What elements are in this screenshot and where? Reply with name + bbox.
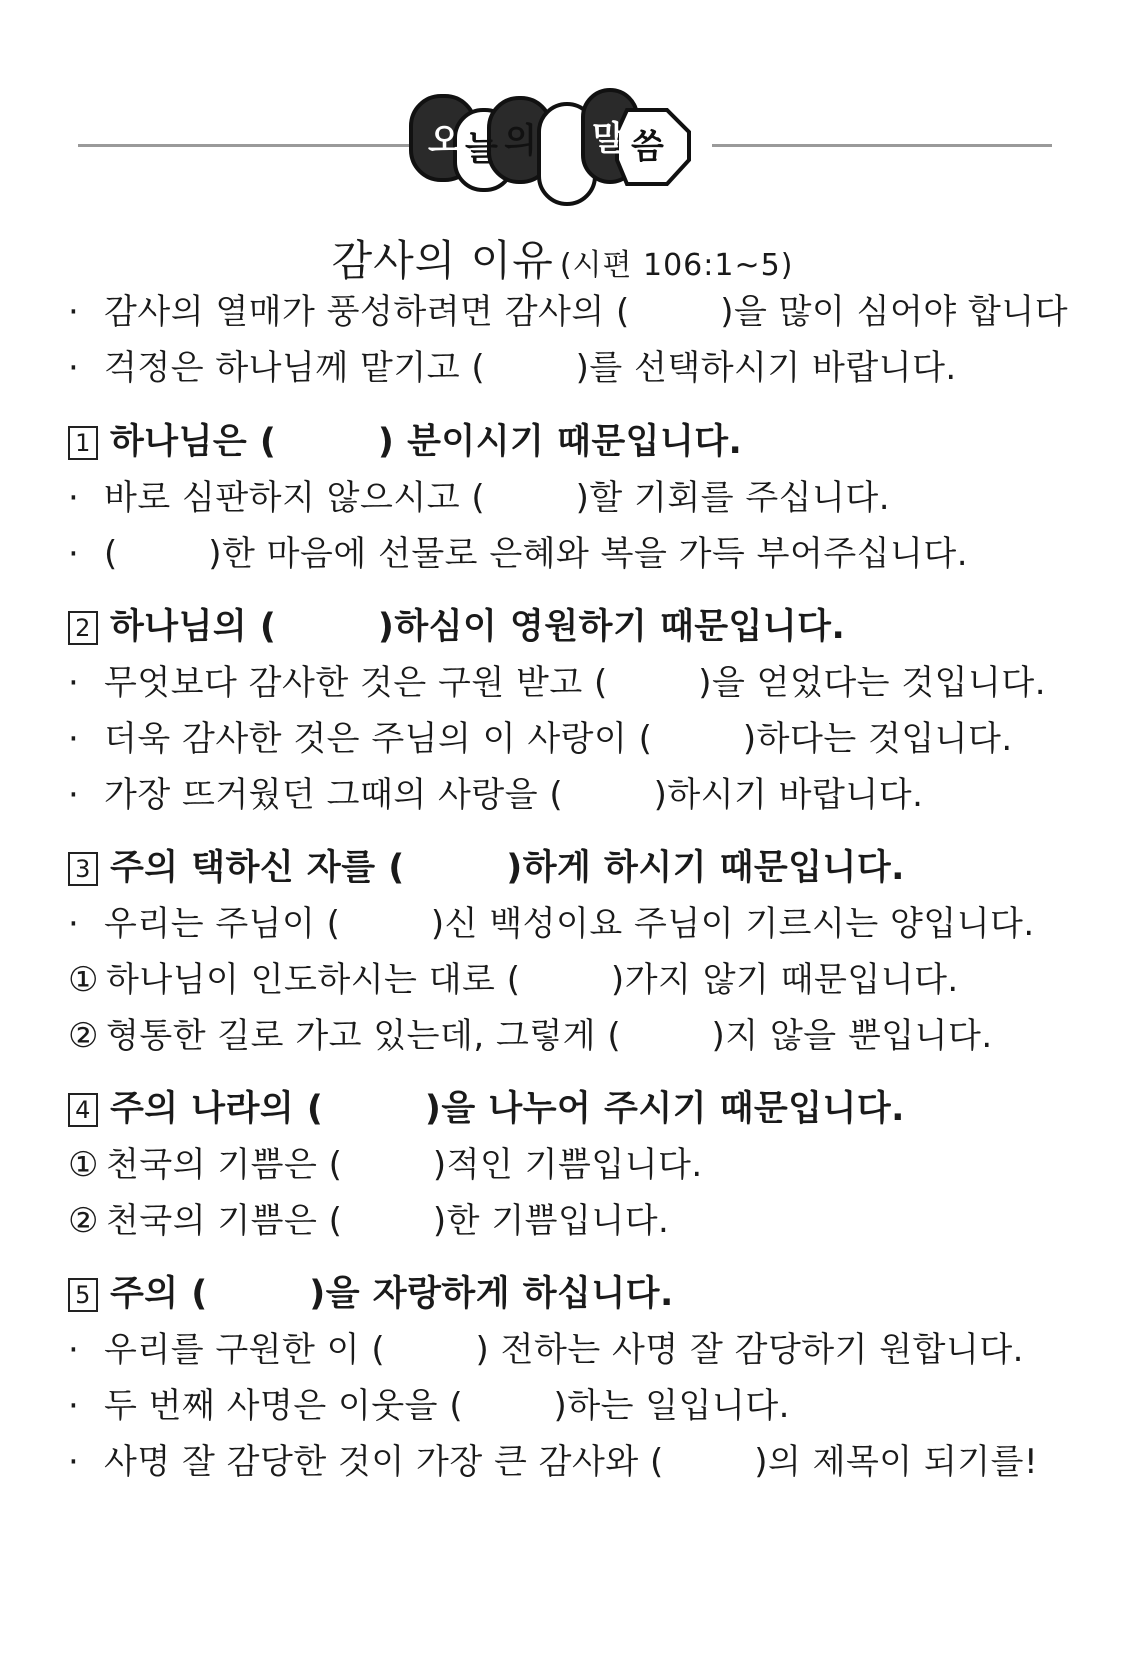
line-text: ( )한 마음에 선물로 은혜와 복을 가득 부어주십니다. — [104, 534, 969, 574]
bullet-dot: · — [68, 292, 80, 332]
bullet-line — [68, 476, 890, 520]
bullet-dot: · — [68, 719, 80, 759]
circled-number: ② — [68, 1016, 99, 1056]
banner-char-5: 씀 — [631, 127, 664, 167]
line-text: 형통한 길로 가고 있는데, 그렇게 ( )지 않을 뿐입니다. — [106, 1016, 993, 1056]
line-text: 천국의 기쁨은 ( )적인 기쁨입니다. — [106, 1145, 703, 1185]
section-heading-5 — [68, 1272, 674, 1316]
line-text: 감사의 열매가 풍성하려면 감사의 ( )을 많이 심어야 합니다 — [104, 292, 1069, 332]
line-text: 하나님이 인도하시는 대로 ( )가지 않기 때문입니다. — [106, 960, 959, 1000]
bullet-line — [68, 902, 1035, 946]
line-text: 두 번째 사명은 이웃을 ( )하는 일입니다. — [104, 1386, 790, 1426]
sermon-title — [0, 228, 1125, 288]
heading-text: 하나님은 ( ) 분이시기 때문입니다. — [110, 422, 743, 462]
line-text: 무엇보다 감사한 것은 구원 받고 ( )을 얻었다는 것입니다. — [104, 663, 1047, 703]
bullet-dot: · — [68, 348, 80, 388]
circled-number: ② — [68, 1201, 99, 1241]
circled-number: ① — [68, 960, 99, 1000]
bullet-line — [68, 773, 923, 817]
bullet-dot: · — [68, 1442, 80, 1482]
title-reference: (시편 106:1~5) — [559, 248, 794, 283]
bullet-line — [68, 661, 1046, 705]
line-text: 천국의 기쁨은 ( )한 기쁨입니다. — [106, 1201, 670, 1241]
bullet-line — [68, 290, 1068, 334]
line-text: 바로 심판하지 않으시고 ( )할 기회를 주십니다. — [104, 478, 891, 518]
bullet-line — [68, 1440, 1038, 1484]
bullet-dot: · — [68, 775, 80, 815]
section-number-box: 1 — [68, 426, 98, 460]
bullet-dot: · — [68, 1330, 80, 1370]
banner-char-2: 늘 — [465, 129, 498, 169]
header-rule-left — [78, 144, 430, 147]
banner-char-4: 말 — [592, 119, 625, 159]
bullet-dot: · — [68, 904, 80, 944]
line-text: 가장 뜨거웠던 그때의 사랑을 ( )하시기 바랍니다. — [104, 775, 924, 815]
banner-char-3: 의 — [504, 121, 537, 161]
bullet-line — [68, 717, 1013, 761]
bullet-line — [68, 1384, 790, 1428]
heading-text: 주의 ( )을 자랑하게 하십니다. — [110, 1274, 674, 1314]
section-heading-4 — [68, 1087, 905, 1131]
heading-text: 주의 택하신 자를 ( )하게 하시기 때문입니다. — [110, 848, 905, 888]
todays-word-banner — [405, 88, 735, 208]
heading-text: 주의 나라의 ( )을 나누어 주시기 때문입니다. — [110, 1089, 905, 1129]
line-text: 우리는 주님이 ( )신 백성이요 주님이 기르시는 양입니다. — [104, 904, 1035, 944]
numbered-line — [68, 1143, 703, 1187]
numbered-line — [68, 1014, 993, 1058]
bullet-dot: · — [68, 663, 80, 703]
header-rule-right — [712, 144, 1052, 147]
line-text: 우리를 구원한 이 ( ) 전하는 사명 잘 감당하기 원합니다. — [104, 1330, 1024, 1370]
section-number-box: 5 — [68, 1278, 98, 1312]
section-heading-3 — [68, 846, 905, 890]
circled-number: ① — [68, 1145, 99, 1185]
section-heading-2 — [68, 605, 845, 649]
section-number-box: 3 — [68, 852, 98, 886]
line-text: 걱정은 하나님께 맡기고 ( )를 선택하시기 바랍니다. — [104, 348, 957, 388]
banner-graphic — [405, 88, 735, 208]
section-heading-1 — [68, 420, 742, 464]
line-text: 사명 잘 감당한 것이 가장 큰 감사와 ( )의 제목이 되기를! — [104, 1442, 1039, 1482]
bullet-dot: · — [68, 534, 80, 574]
bullet-line — [68, 346, 957, 390]
bullet-dot: · — [68, 1386, 80, 1426]
line-text: 더욱 감사한 것은 주님의 이 사랑이 ( )하다는 것입니다. — [104, 719, 1013, 759]
heading-text: 하나님의 ( )하심이 영원하기 때문입니다. — [110, 607, 846, 647]
section-number-box: 4 — [68, 1093, 98, 1127]
bullet-dot: · — [68, 478, 80, 518]
bullet-line — [68, 1328, 1024, 1372]
title-main: 감사의 이유 — [331, 236, 554, 285]
numbered-line — [68, 1199, 669, 1243]
banner-char-1: 오 — [428, 121, 461, 161]
section-number-box: 2 — [68, 611, 98, 645]
numbered-line — [68, 958, 959, 1002]
bullet-line — [68, 532, 968, 576]
